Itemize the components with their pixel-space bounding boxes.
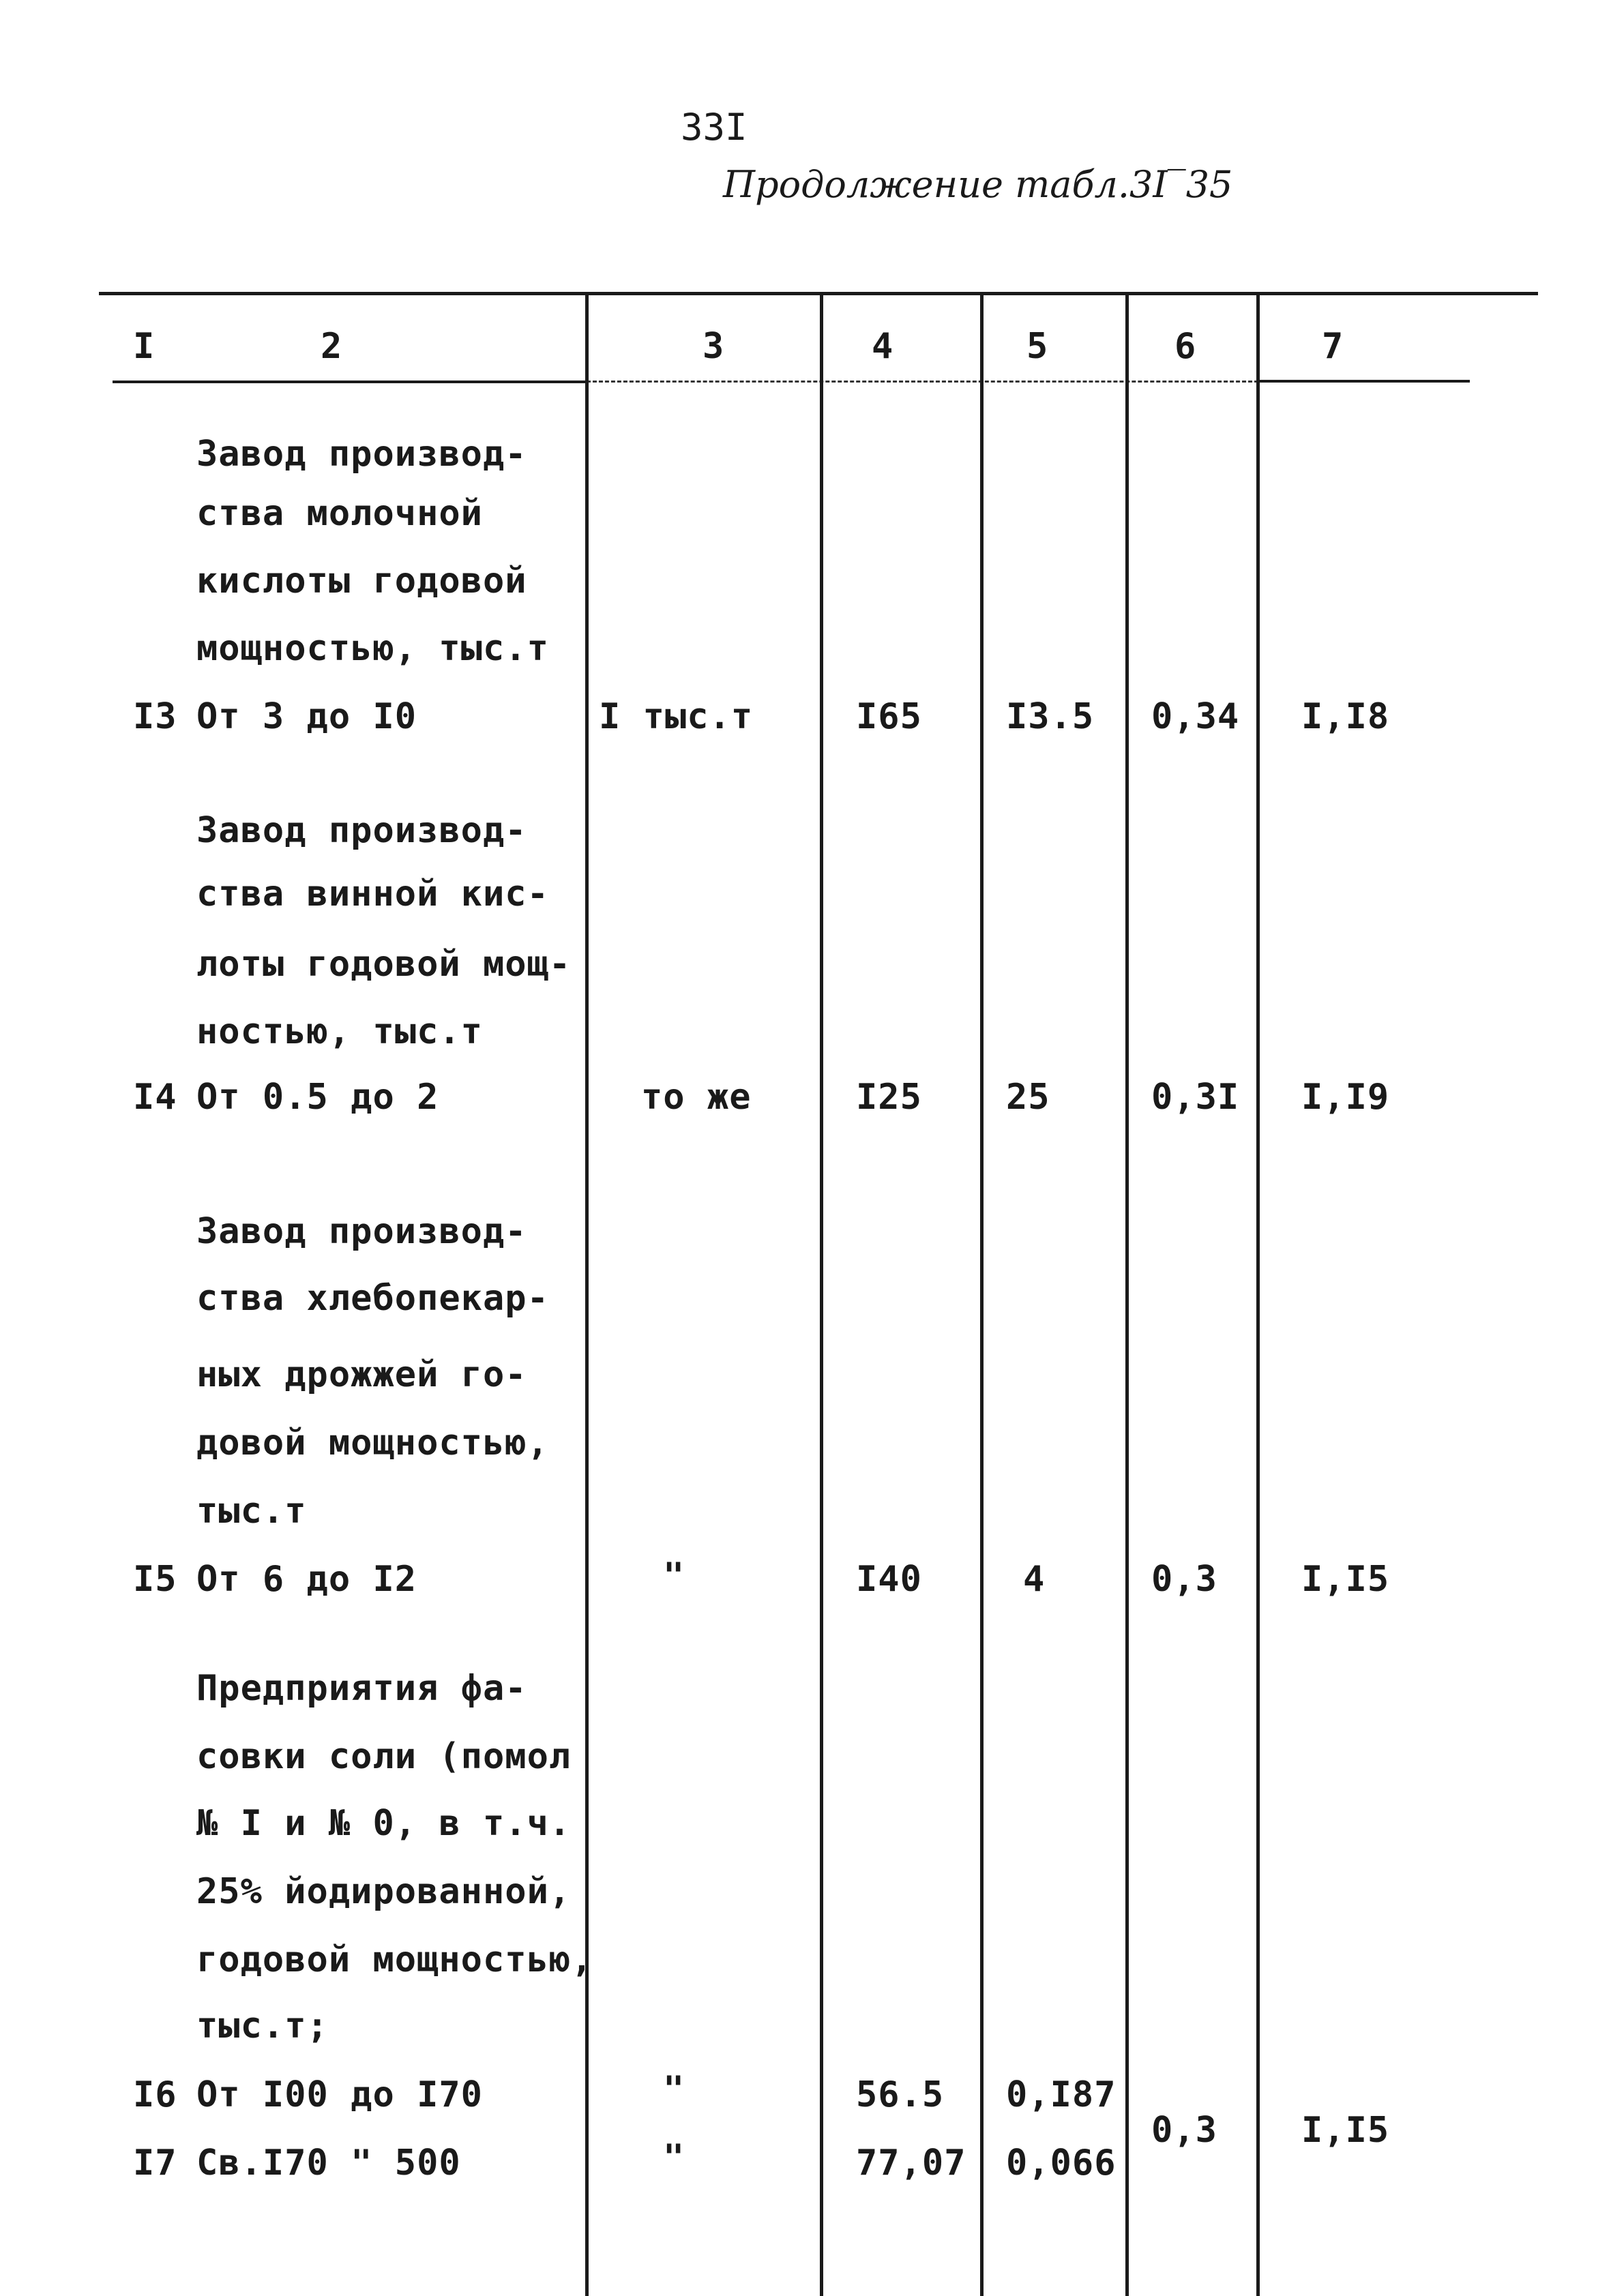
row-range: От 6 до I2: [196, 1559, 417, 1600]
row-range: От 3 до I0: [196, 696, 417, 737]
row-number: I3: [133, 696, 177, 737]
section-description-line: лоты годовой мощ-: [196, 944, 572, 985]
row-number: I7: [133, 2143, 177, 2183]
header-right-rule: [1258, 380, 1470, 383]
row-unit: ": [663, 1555, 685, 1596]
column-header-1: I: [133, 326, 156, 367]
header-dashed-rule: [587, 381, 1258, 383]
column-divider-6-7: [1256, 292, 1260, 2296]
column-divider-3-4: [820, 292, 823, 2296]
section-description-line: Завод производ-: [196, 810, 527, 851]
row-col5: I3.5: [1006, 696, 1095, 737]
section-description-line: ных дрожжей го-: [196, 1354, 527, 1395]
section-description-line: ства хлебопекар-: [196, 1278, 549, 1319]
row-number: I4: [133, 1077, 177, 1118]
row-unit: ": [663, 2069, 685, 2110]
row-col7: I,I8: [1301, 696, 1390, 737]
section-description-line: ства винной кис-: [196, 874, 549, 914]
section-description-line: Предприятия фа-: [196, 1668, 527, 1709]
continuation-title: Продолжение табл.3I‾35: [723, 163, 1233, 206]
section-description-line: годовой мощностью,: [196, 1939, 593, 1980]
row-number: I5: [133, 1559, 177, 1600]
row-col6: 0,3I: [1151, 1077, 1240, 1118]
section-description-line: ностью, тыс.т: [196, 1011, 483, 1052]
section-description-line: тыс.т: [196, 1491, 307, 1532]
merged-col7: I,I5: [1301, 2110, 1390, 2151]
row-col7: I,I5: [1301, 1559, 1390, 1600]
page-number: 33I: [681, 106, 748, 149]
row-col6: 0,34: [1151, 696, 1240, 737]
row-col4: 77,07: [856, 2143, 966, 2183]
column-header-5: 5: [1026, 326, 1049, 367]
section-description-line: довой мощностью,: [196, 1422, 549, 1463]
row-col7: I,I9: [1301, 1077, 1390, 1118]
row-range: От I00 до I70: [196, 2074, 483, 2115]
row-col5: 0,066: [1006, 2143, 1117, 2183]
column-divider-2-3: [585, 292, 589, 2296]
column-header-2: 2: [321, 326, 343, 367]
row-col6: 0,3: [1151, 1559, 1217, 1600]
section-description-line: 25% йодированной,: [196, 1871, 572, 1912]
row-unit: I тыс.т: [599, 696, 754, 737]
section-description-line: тыс.т;: [196, 2006, 329, 2046]
row-col4: 56.5: [856, 2074, 945, 2115]
row-unit: то же: [641, 1077, 752, 1118]
row-col4: I25: [856, 1077, 922, 1118]
row-col5: 0,I87: [1006, 2074, 1117, 2115]
column-header-3: 3: [703, 326, 725, 367]
row-col5: 4: [1023, 1559, 1046, 1600]
row-range: От 0.5 до 2: [196, 1077, 439, 1118]
column-divider-5-6: [1125, 292, 1129, 2296]
row-col4: I40: [856, 1559, 922, 1600]
merged-col6: 0,3: [1151, 2110, 1217, 2151]
section-description-line: мощностью, тыс.т: [196, 628, 549, 669]
header-left-rule: [113, 381, 585, 383]
column-header-6: 6: [1174, 326, 1197, 367]
section-description-line: кислоты годовой: [196, 561, 527, 601]
column-header-7: 7: [1322, 326, 1344, 367]
table-top-rule: [99, 292, 1538, 295]
row-number: I6: [133, 2074, 177, 2115]
section-description-line: № I и № 0, в т.ч.: [196, 1803, 572, 1844]
row-col5: 25: [1006, 1077, 1050, 1118]
column-divider-4-5: [980, 292, 984, 2296]
section-description-line: ства молочной: [196, 493, 483, 534]
row-col4: I65: [856, 696, 922, 737]
section-description-line: Завод производ-: [196, 1211, 527, 1252]
column-header-4: 4: [872, 326, 894, 367]
row-unit: ": [663, 2137, 685, 2178]
section-description-line: совки соли (помол: [196, 1736, 572, 1777]
row-range: Св.I70 " 500: [196, 2143, 461, 2183]
section-description-line: Завод производ-: [196, 434, 527, 475]
